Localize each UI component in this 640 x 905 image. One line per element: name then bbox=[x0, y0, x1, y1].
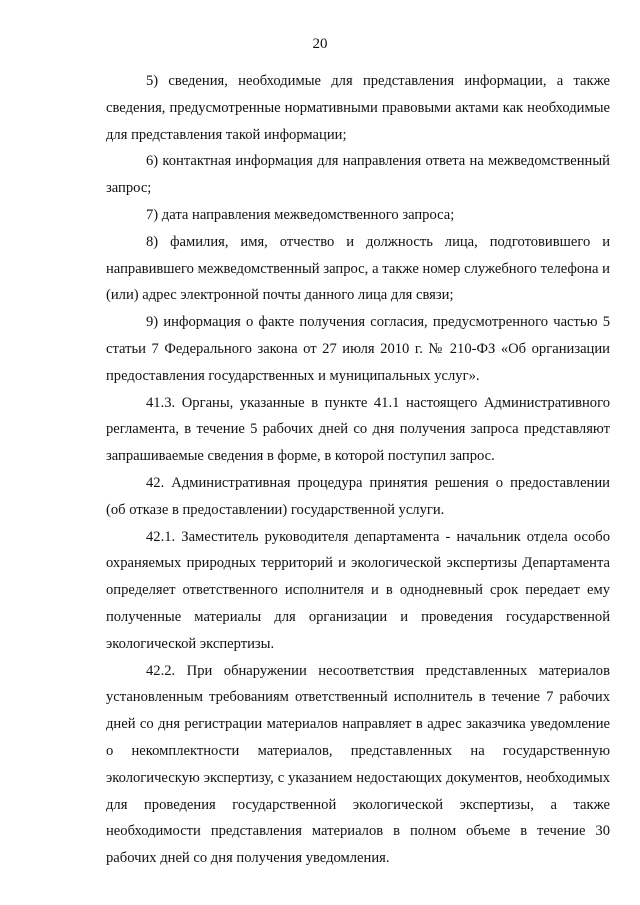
paragraph-item-5: 5) сведения, необходимые для представления информации, а также сведения, предусмотренные нормативными правовыми актами как необходимые для представления такой информации; bbox=[106, 73, 610, 143]
paragraph-item-9: 9) информация о факте получения согласия, предусмотренного частью 5 статьи 7 Федерального закона от 27 июля 2010 г. № 210-ФЗ «Об организации предоставления государственных и муниципальных услуг». bbox=[106, 314, 610, 384]
paragraph-item-6: 6) контактная информация для направления ответа на межведомственный запрос; bbox=[106, 153, 610, 197]
paragraph-42: 42. Административная процедура принятия решения о предоставлении (об отказе в предоставлении) государственной услуги. bbox=[106, 474, 610, 518]
page-number: 20 bbox=[312, 36, 328, 52]
paragraph-42-2: 42.2. При обнаружении несоответствия представленных материалов установленным требованиям ответственный исполнитель в течение 7 рабочих дней со дня регистрации материалов направляет в адрес заказчика уведомление о некомплектности материалов, представленных на государственную экологическую экспертизу, с указанием недостающих документов, необходимых для проведения государственной экологической экспертизы, а также необходимости представления материалов в полном объеме в течение 30 рабочих дней со дня получения уведомления. bbox=[106, 662, 610, 867]
document-body bbox=[106, 68, 610, 872]
paragraph-item-7: 7) дата направления межведомственного запроса; bbox=[146, 206, 455, 223]
paragraph-item-8: 8) фамилия, имя, отчество и должность лица, подготовившего и направившего межведомственный запрос, а также номер служебного телефона и (или) адрес электронной почты данного лица для связи; bbox=[106, 233, 610, 304]
paragraph-42-1: 42.1. Заместитель руководителя департамента - начальник отдела особо охраняемых природных территорий и экологической экспертизы Департамента определяет ответственного исполнителя и в однодневный срок передает ему полученные материалы для организации и проведения государственной экологической экспертизы. bbox=[106, 528, 610, 652]
paragraph-41-3: 41.3. Органы, указанные в пункте 41.1 настоящего Административного регламента, в течение 5 рабочих дней со дня получения запроса представляют запрашиваемые сведения в форме, в которой поступил запрос. bbox=[106, 394, 610, 465]
